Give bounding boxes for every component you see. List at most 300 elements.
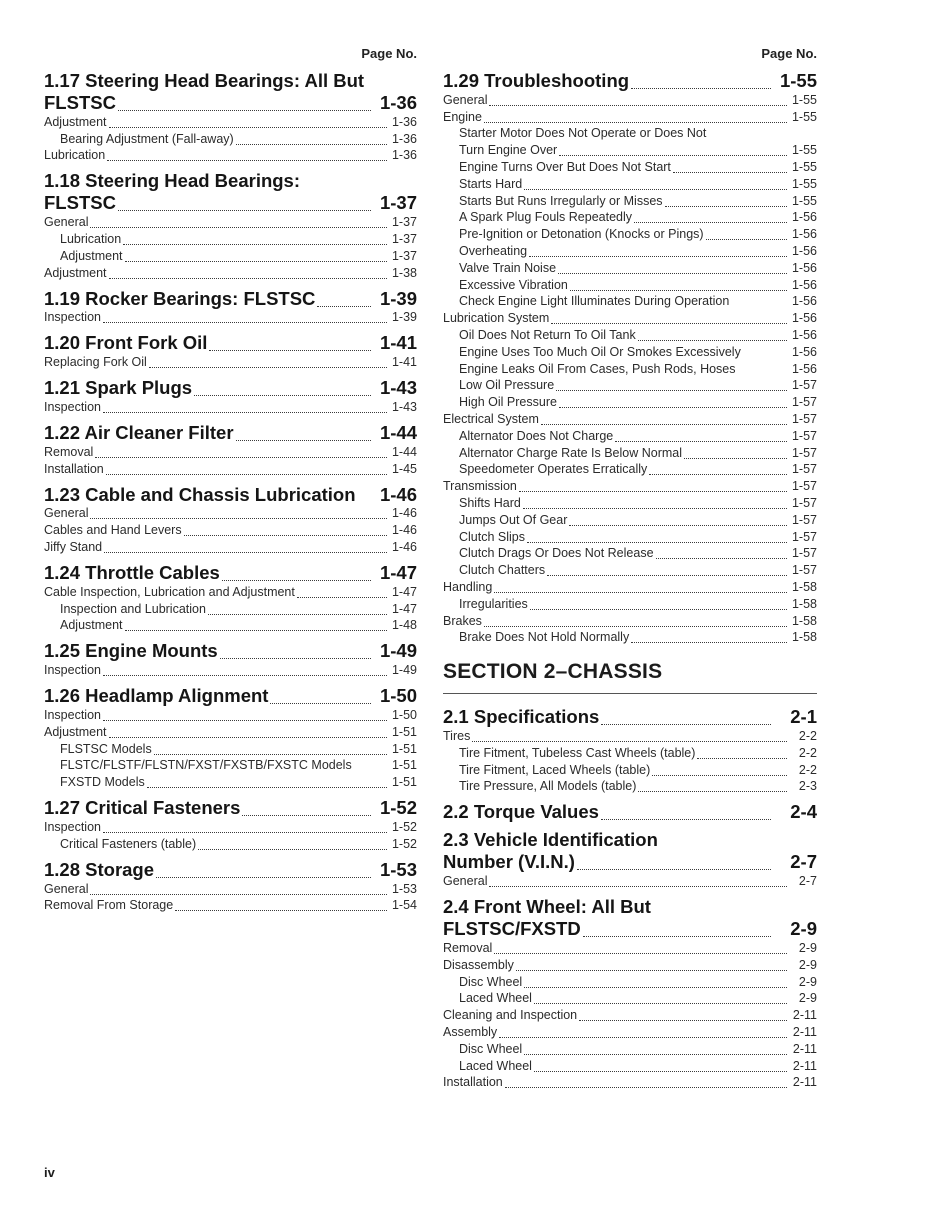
toc-entry-text: Alternator Does Not Charge xyxy=(459,428,614,443)
dot-leader xyxy=(697,746,787,759)
section-heading-page: 2-9 xyxy=(790,918,817,940)
toc-entry[interactable] xyxy=(44,539,417,556)
toc-entry-text: A Spark Plug Fouls Repeatedly xyxy=(459,210,633,225)
toc-entry-page: 2-2 xyxy=(798,729,817,744)
toc-entry-text: Adjustment xyxy=(44,114,107,129)
section-heading[interactable] xyxy=(44,562,417,584)
toc-entry-page: 2-11 xyxy=(792,1041,817,1056)
toc-entry[interactable] xyxy=(443,1024,817,1041)
toc-entry[interactable] xyxy=(443,991,817,1008)
section-heading-text: 2.2 Torque Values xyxy=(443,801,599,823)
toc-entry-text: Critical Fasteners (table) xyxy=(60,836,197,851)
toc-entry-text: Lubrication xyxy=(60,231,122,246)
toc-entry-text: Cleaning and Inspection xyxy=(443,1008,578,1023)
toc-entry-page: 2-2 xyxy=(798,762,817,777)
toc-entry[interactable] xyxy=(443,1041,817,1058)
toc-entry[interactable] xyxy=(443,495,817,512)
dot-leader xyxy=(523,496,787,509)
dot-leader xyxy=(631,630,787,643)
toc-section xyxy=(44,859,417,915)
dot-leader xyxy=(577,857,771,870)
toc-entry-text: General xyxy=(44,215,89,230)
toc-entry[interactable] xyxy=(44,601,417,618)
section-heading[interactable] xyxy=(44,422,417,444)
toc-entry[interactable] xyxy=(443,630,817,647)
toc-entry[interactable] xyxy=(443,445,817,462)
toc-entry[interactable] xyxy=(44,741,417,758)
toc-entry[interactable] xyxy=(44,707,417,724)
dot-leader xyxy=(631,76,771,89)
toc-entry-text: Tire Fitment, Laced Wheels (table) xyxy=(459,762,651,777)
dot-leader xyxy=(534,991,787,1004)
toc-entry[interactable] xyxy=(44,399,417,416)
toc-entry-text: Clutch Drags Or Does Not Release xyxy=(459,546,654,561)
toc-entry-text: Replacing Fork Oil xyxy=(44,355,147,370)
toc-entry-page: 1-36 xyxy=(391,114,417,129)
toc-entry-page: 1-37 xyxy=(391,248,417,263)
section-heading-page: 1-37 xyxy=(379,192,417,214)
toc-entry-text: Electrical System xyxy=(443,411,539,426)
dot-leader xyxy=(198,837,387,850)
dot-leader xyxy=(559,143,787,156)
dot-leader xyxy=(90,882,387,895)
dot-leader xyxy=(472,729,787,742)
toc-entry[interactable] xyxy=(44,461,417,478)
toc-section xyxy=(443,829,817,890)
dot-leader xyxy=(556,378,787,391)
toc-entry-text: Laced Wheel xyxy=(459,991,532,1006)
toc-entry-page: 1-56 xyxy=(791,327,817,342)
dot-leader xyxy=(104,540,387,553)
toc-entry[interactable] xyxy=(44,310,417,327)
toc-entry-text: Disassembly xyxy=(443,957,514,972)
toc-right xyxy=(443,70,817,1093)
toc-entry[interactable] xyxy=(443,940,817,957)
dot-leader xyxy=(220,646,371,659)
dot-leader xyxy=(109,115,387,128)
toc-entry-text: FLSTC/FLSTF/FLSTN/FXST/FXSTB/FXSTC Models xyxy=(60,758,352,773)
toc-entry-text: Low Oil Pressure xyxy=(459,378,555,393)
toc-entry-page: 1-57 xyxy=(791,529,817,544)
section-heading[interactable] xyxy=(44,92,417,114)
toc-entry-text: Laced Wheel xyxy=(459,1058,532,1073)
dot-leader xyxy=(236,428,371,441)
section-heading[interactable] xyxy=(443,706,817,728)
section-heading[interactable] xyxy=(443,801,817,823)
toc-entry[interactable] xyxy=(443,1007,817,1024)
toc-entry-text: Starts Hard xyxy=(459,176,523,191)
section-heading-page: 1-55 xyxy=(779,70,817,91)
dot-leader xyxy=(90,506,387,519)
toc-entry[interactable] xyxy=(44,248,417,265)
toc-entry-page: 1-36 xyxy=(391,131,417,146)
section-heading-page: 1-52 xyxy=(379,797,417,819)
dot-leader xyxy=(652,763,787,776)
dot-leader xyxy=(317,294,371,307)
toc-entry[interactable] xyxy=(44,618,417,635)
toc-entry[interactable] xyxy=(443,613,817,630)
toc-entry[interactable] xyxy=(44,522,417,539)
toc-entry-page: 1-55 xyxy=(791,109,817,124)
toc-entry[interactable] xyxy=(443,512,817,529)
toc-entry-page: 2-7 xyxy=(798,874,817,889)
toc-right-top xyxy=(443,70,817,646)
toc-entry[interactable] xyxy=(443,728,817,745)
toc-entry-page: 1-51 xyxy=(391,741,417,756)
toc-section xyxy=(443,70,817,646)
toc-entry[interactable] xyxy=(443,176,817,193)
toc-entry-page: 2-9 xyxy=(798,957,817,972)
toc-entry-text: Disc Wheel xyxy=(459,1041,523,1056)
dot-leader xyxy=(194,383,371,396)
toc-section xyxy=(44,640,417,679)
dot-leader xyxy=(731,295,787,307)
toc-entry-page: 1-36 xyxy=(391,148,417,163)
toc-entry-page: 1-57 xyxy=(791,546,817,561)
toc-entry-page: 1-37 xyxy=(391,215,417,230)
toc-entry-text: Brakes xyxy=(443,613,482,628)
toc-left xyxy=(44,70,417,916)
toc-entry[interactable] xyxy=(443,243,817,260)
toc-entry[interactable] xyxy=(443,361,817,378)
toc-entry[interactable] xyxy=(44,836,417,853)
toc-entry-page: 1-51 xyxy=(391,775,417,790)
toc-entry[interactable] xyxy=(443,428,817,445)
toc-entry-text: Assembly xyxy=(443,1025,498,1040)
toc-entry-page: 1-55 xyxy=(791,143,817,158)
dot-leader xyxy=(109,725,387,738)
section-heading[interactable] xyxy=(44,640,417,662)
toc-entry-text: General xyxy=(443,874,488,889)
toc-entry-page: 1-58 xyxy=(791,596,817,611)
dot-leader xyxy=(516,958,787,971)
toc-entry[interactable] xyxy=(443,226,817,243)
dot-leader xyxy=(706,227,787,240)
dot-leader xyxy=(570,278,787,291)
toc-entry-text: Inspection xyxy=(44,663,101,678)
dot-leader xyxy=(558,261,787,274)
toc-entry[interactable] xyxy=(443,126,817,143)
toc-entry[interactable] xyxy=(44,819,417,836)
toc-entry-page: 1-57 xyxy=(791,411,817,426)
toc-section xyxy=(44,484,417,556)
toc-entry-page: 2-9 xyxy=(798,974,817,989)
section-heading-line1[interactable]: 1.18 Steering Head Bearings: xyxy=(44,170,301,192)
toc-section xyxy=(44,685,417,791)
dot-leader xyxy=(484,110,787,123)
dot-leader xyxy=(208,602,387,615)
toc-entry-text: Check Engine Light Illuminates During Operation xyxy=(459,294,730,309)
toc-entry-text: Inspection xyxy=(44,707,101,722)
section-heading[interactable] xyxy=(44,797,417,819)
section-heading-text: 1.28 Storage xyxy=(44,858,155,880)
toc-entry[interactable] xyxy=(443,327,817,344)
toc-entry[interactable] xyxy=(443,529,817,546)
toc-entry-page: 1-38 xyxy=(391,265,417,280)
dot-leader xyxy=(236,132,387,145)
toc-entry[interactable] xyxy=(443,92,817,109)
dot-leader xyxy=(90,215,387,228)
toc-entry-page: 2-11 xyxy=(792,1058,817,1073)
toc-entry-page: 1-52 xyxy=(391,819,417,834)
toc-entry[interactable] xyxy=(443,579,817,596)
toc-entry-page: 1-46 xyxy=(391,506,417,521)
toc-entry-text: Brake Does Not Hold Normally xyxy=(459,630,630,645)
toc-entry-text: FXSTD Models xyxy=(60,775,145,790)
toc-entry-text: Jiffy Stand xyxy=(44,539,103,554)
toc-entry[interactable] xyxy=(443,873,817,890)
toc-section xyxy=(44,797,417,853)
section-heading-text: FLSTSC xyxy=(44,192,116,214)
toc-section xyxy=(44,562,417,634)
toc-entry-page: 1-56 xyxy=(791,311,817,326)
toc-entry-text: Inspection xyxy=(44,310,101,325)
toc-entry[interactable] xyxy=(44,131,417,148)
toc-entry-text: Turn Engine Over xyxy=(459,143,558,158)
toc-entry-text: Transmission xyxy=(443,479,517,494)
section-heading-line1[interactable]: 1.17 Steering Head Bearings: All But xyxy=(44,70,365,91)
toc-entry[interactable] xyxy=(44,774,417,791)
toc-entry[interactable] xyxy=(443,294,817,311)
toc-entry[interactable] xyxy=(44,231,417,248)
toc-entry-text: Removal xyxy=(443,941,493,956)
section-heading-page: 1-53 xyxy=(379,858,417,880)
toc-entry-text: General xyxy=(44,881,89,896)
toc-entry[interactable] xyxy=(443,562,817,579)
toc-entry-text: Adjustment xyxy=(44,265,107,280)
toc-entry-page: 1-47 xyxy=(391,601,417,616)
dot-leader xyxy=(665,194,787,207)
section-heading[interactable] xyxy=(44,484,417,506)
toc-entry[interactable] xyxy=(443,394,817,411)
dot-leader xyxy=(519,479,787,492)
toc-entry[interactable] xyxy=(44,662,417,679)
section-heading-text: 1.24 Throttle Cables xyxy=(44,561,220,583)
dot-leader xyxy=(270,691,371,704)
toc-section xyxy=(44,288,417,327)
toc-entry-text: FLSTSC Models xyxy=(60,741,152,756)
toc-section xyxy=(44,170,417,281)
dot-leader xyxy=(354,759,387,771)
dot-leader xyxy=(154,742,387,755)
toc-entry-page: 1-56 xyxy=(791,243,817,258)
toc-section xyxy=(44,70,417,164)
dot-leader xyxy=(103,400,387,413)
toc-entry[interactable] xyxy=(44,265,417,282)
section-heading-text: 1.20 Front Fork Oil xyxy=(44,332,208,354)
toc-entry-text: Shifts Hard xyxy=(459,495,521,510)
dot-leader xyxy=(673,160,787,173)
section-heading-page: 2-4 xyxy=(790,801,817,823)
toc-entry-page: 2-9 xyxy=(798,991,817,1006)
toc-entry-page: 1-56 xyxy=(791,294,817,309)
section-heading[interactable] xyxy=(44,288,417,310)
dot-leader xyxy=(242,803,371,816)
toc-entry-page: 1-48 xyxy=(391,618,417,633)
dot-leader xyxy=(484,614,787,627)
toc-entry[interactable] xyxy=(443,546,817,563)
toc-entry[interactable] xyxy=(443,957,817,974)
toc-entry[interactable] xyxy=(44,444,417,461)
dot-leader xyxy=(559,395,787,408)
section-heading-text: 1.19 Rocker Bearings: FLSTSC xyxy=(44,287,316,309)
section-heading[interactable] xyxy=(443,851,817,873)
page-no-header-left: Page No. xyxy=(361,46,417,61)
toc-entry-text: Disc Wheel xyxy=(459,974,523,989)
section-heading-page: 1-47 xyxy=(379,561,417,583)
dot-leader xyxy=(684,446,787,459)
toc-entry[interactable] xyxy=(443,779,817,796)
page-no-header-right: Page No. xyxy=(761,46,817,61)
section-heading[interactable] xyxy=(443,70,817,92)
toc-entry-page: 1-56 xyxy=(791,210,817,225)
toc-entry-page: 1-57 xyxy=(791,512,817,527)
toc-entry-page: 1-49 xyxy=(391,663,417,678)
dot-leader xyxy=(743,346,787,358)
dot-leader xyxy=(656,546,787,559)
toc-entry-page: 1-58 xyxy=(791,579,817,594)
dot-leader xyxy=(524,177,787,190)
dot-leader xyxy=(738,363,787,375)
toc-entry-page: 1-52 xyxy=(391,836,417,851)
toc-entry-page: 1-47 xyxy=(391,584,417,599)
toc-entry[interactable] xyxy=(44,354,417,371)
toc-section xyxy=(443,801,817,823)
section-title: SECTION 2–CHASSIS xyxy=(443,660,817,694)
toc-entry-text: Pre-Ignition or Detonation (Knocks or Pings) xyxy=(459,227,704,242)
toc-entry-text: Engine Turns Over But Does Not Start xyxy=(459,159,671,174)
toc-entry[interactable] xyxy=(443,1058,817,1075)
toc-entry[interactable] xyxy=(443,1075,817,1092)
dot-leader xyxy=(358,491,371,503)
section-heading[interactable] xyxy=(44,377,417,399)
toc-entry[interactable] xyxy=(44,881,417,898)
toc-entry-text: General xyxy=(443,92,488,107)
toc-entry-text: Speedometer Operates Erratically xyxy=(459,462,648,477)
toc-entry-text: Excessive Vibration xyxy=(459,277,568,292)
toc-entry[interactable] xyxy=(44,506,417,523)
dot-leader xyxy=(107,148,387,161)
toc-entry-page: 1-51 xyxy=(391,758,417,773)
toc-entry[interactable] xyxy=(443,378,817,395)
toc-entry-page: 2-9 xyxy=(798,941,817,956)
toc-entry-page: 1-56 xyxy=(791,227,817,242)
toc-entry[interactable] xyxy=(44,584,417,601)
toc-entry-page: 1-55 xyxy=(791,92,817,107)
section-heading-page: 1-44 xyxy=(379,421,417,443)
dot-leader xyxy=(529,244,787,257)
section-heading-line1[interactable]: 2.4 Front Wheel: All But xyxy=(443,896,651,918)
dot-leader xyxy=(489,874,787,887)
toc-entry[interactable] xyxy=(443,462,817,479)
toc-entry[interactable] xyxy=(44,214,417,231)
section-heading-text: 1.21 Spark Plugs xyxy=(44,377,193,399)
toc-entry[interactable] xyxy=(443,109,817,126)
toc-entry[interactable] xyxy=(443,762,817,779)
toc-entry[interactable] xyxy=(443,159,817,176)
dot-leader xyxy=(551,311,787,324)
section-heading[interactable] xyxy=(44,685,417,707)
toc-entry-page: 2-11 xyxy=(792,1008,817,1023)
toc-entry[interactable] xyxy=(443,193,817,210)
toc-entry[interactable] xyxy=(443,260,817,277)
section-heading[interactable] xyxy=(443,918,817,940)
toc-section xyxy=(44,422,417,478)
section-heading-page: 1-41 xyxy=(379,332,417,354)
section-heading-page: 1-43 xyxy=(379,377,417,399)
dot-leader xyxy=(209,338,371,351)
toc-entry[interactable] xyxy=(443,411,817,428)
toc-entry-page: 1-57 xyxy=(791,479,817,494)
section-heading-page: 2-7 xyxy=(790,851,817,873)
toc-entry-text: Engine Uses Too Much Oil Or Smokes Excessively xyxy=(459,344,741,359)
section-heading-line1[interactable]: 2.3 Vehicle Identification xyxy=(443,829,658,851)
dot-leader xyxy=(118,198,371,211)
toc-entry[interactable] xyxy=(44,724,417,741)
dot-leader xyxy=(149,355,387,368)
dot-leader xyxy=(175,898,387,911)
toc-entry-page: 1-50 xyxy=(391,707,417,722)
toc-entry[interactable] xyxy=(443,210,817,227)
toc-entry-page: 1-58 xyxy=(791,630,817,645)
dot-leader xyxy=(524,1042,787,1055)
section-heading[interactable] xyxy=(44,859,417,881)
toc-entry-text: Adjustment xyxy=(60,618,123,633)
toc-entry[interactable] xyxy=(443,745,817,762)
section-heading-page: 2-1 xyxy=(790,706,817,728)
dot-leader xyxy=(118,98,371,111)
toc-entry-text: Tire Fitment, Tubeless Cast Wheels (table) xyxy=(459,745,696,760)
toc-entry-text: Installation xyxy=(44,461,104,476)
toc-entry-text: Clutch Chatters xyxy=(459,563,546,578)
toc-entry-text: Bearing Adjustment (Fall-away) xyxy=(60,131,234,146)
toc-entry-text: Starter Motor Does Not Operate or Does Not xyxy=(459,126,707,141)
dot-leader xyxy=(109,266,387,279)
toc-entry-page: 1-57 xyxy=(791,378,817,393)
toc-entry[interactable] xyxy=(44,148,417,165)
dot-leader xyxy=(125,618,387,631)
toc-entry[interactable] xyxy=(44,898,417,915)
toc-entry[interactable] xyxy=(443,478,817,495)
toc-entry[interactable] xyxy=(443,344,817,361)
toc-entry[interactable] xyxy=(44,758,417,775)
toc-entry-text: General xyxy=(44,506,89,521)
dot-leader xyxy=(638,779,787,792)
toc-entry[interactable] xyxy=(443,974,817,991)
section-heading[interactable] xyxy=(44,332,417,354)
toc-section xyxy=(44,377,417,416)
toc-entry-text: Inspection and Lubrication xyxy=(60,601,206,616)
toc-entry-text: Handling xyxy=(443,579,493,594)
toc-entry[interactable] xyxy=(44,114,417,131)
dot-leader xyxy=(649,462,787,475)
toc-entry[interactable] xyxy=(443,596,817,613)
toc-entry-text: Engine xyxy=(443,109,482,124)
dot-leader xyxy=(147,775,387,788)
dot-leader xyxy=(494,580,787,593)
dot-leader xyxy=(222,568,371,581)
toc-entry-text: Alternator Charge Rate Is Below Normal xyxy=(459,445,683,460)
dot-leader xyxy=(541,412,787,425)
dot-leader xyxy=(123,232,387,245)
toc-entry[interactable] xyxy=(443,142,817,159)
toc-entry-page: 2-11 xyxy=(792,1025,817,1040)
toc-entry-text: Cables and Hand Levers xyxy=(44,523,182,538)
section-heading[interactable] xyxy=(44,192,417,214)
toc-entry[interactable] xyxy=(443,277,817,294)
toc-entry-text: Inspection xyxy=(44,399,101,414)
toc-entry[interactable] xyxy=(443,310,817,327)
